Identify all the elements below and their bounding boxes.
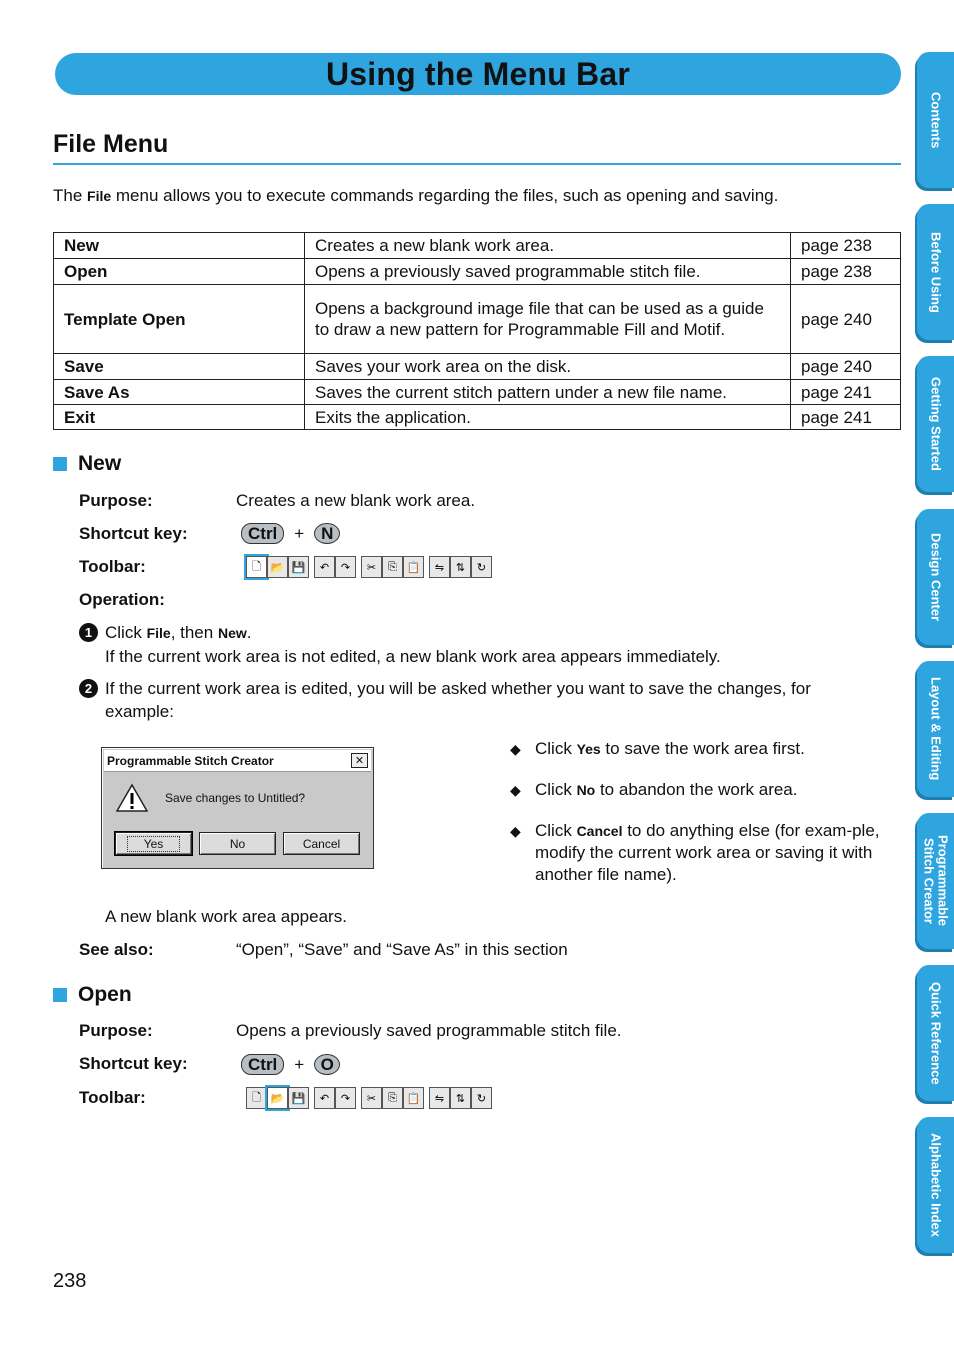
tab-design-center[interactable]: Design Center [917,509,954,645]
toolbar-label: Toolbar: [79,1088,146,1107]
description-cell: Opens a previously saved programmable stitch file. [305,259,791,285]
diamond-bullet-icon: ◆ [510,823,521,839]
redo-icon[interactable]: ↷ [335,1087,356,1109]
page-title: Using the Menu Bar [325,55,631,92]
copy-icon[interactable]: ⎘ [382,556,403,578]
cancel-button[interactable]: Cancel [283,832,360,855]
shortcut-keys: Ctrl + O [241,1054,340,1075]
flip-horizontal-icon[interactable]: ⇋ [429,556,450,578]
square-bullet-icon [53,457,67,471]
step-number: 2 [79,679,98,698]
flip-horizontal-icon[interactable]: ⇋ [429,1087,450,1109]
description-cell: Exits the application. [305,405,791,430]
subsection-open-title: Open [53,983,132,1007]
undo-icon[interactable]: ↶ [314,556,335,578]
redo-icon[interactable]: ↷ [335,556,356,578]
tab-layout-editing[interactable]: Layout & Editing [917,661,954,797]
purpose-label: Purpose: [79,1021,153,1040]
step-1-detail: If the current work area is not edited, a new blank work area appears immediately. [105,647,721,666]
see-also-label: See also: [79,940,154,959]
tab-alphabetic-index[interactable]: Alphabetic Index [917,1117,954,1253]
description-cell: Saves your work area on the disk. [305,354,791,380]
subsection-new-title: New [53,452,121,476]
description-cell: Opens a background image file that can be used as a guide to draw a new pattern for Programmable Fill and Motif. [305,285,791,354]
table-row [54,354,901,380]
command-cell: Exit [54,405,305,430]
table-row [54,259,901,285]
shortcut-label: Shortcut key: [79,524,188,543]
save-icon[interactable]: 💾 [288,556,309,578]
file-menu-table [53,232,901,430]
warning-icon [116,783,148,813]
table-row [54,233,901,259]
page-ref-cell: page 238 [791,233,901,259]
page-ref-cell: page 241 [791,380,901,405]
page-ref-cell: page 240 [791,354,901,380]
command-cell: Open [54,259,305,285]
save-changes-dialog [101,747,374,869]
toolbar-new [246,555,497,579]
ctrl-key: Ctrl [241,523,284,544]
section-title: File Menu [53,130,169,158]
purpose-label: Purpose: [79,491,153,510]
table-row [54,405,901,430]
step-2-text: If the current work area is edited, you will be asked whether you want to save the changes, for example: [105,679,811,721]
dialog-titlebar [104,750,371,772]
copy-icon[interactable]: ⎘ [382,1087,403,1109]
description-cell: Creates a new blank work area. [305,233,791,259]
dialog-title: Programmable Stitch Creator [107,753,274,768]
open-file-icon[interactable]: 📂 [267,1087,288,1109]
cut-icon[interactable]: ✂ [361,1087,382,1109]
diamond-bullet-icon: ◆ [510,741,521,757]
intro-text: The File menu allows you to execute commands regarding the files, such as opening and saving. [53,186,779,205]
close-icon[interactable]: ✕ [351,753,368,768]
command-cell: Template Open [54,285,305,354]
purpose-value: Opens a previously saved programmable stitch file. [236,1021,622,1040]
tab-before-using[interactable]: Before Using [917,204,954,340]
dialog-options-list [510,738,888,886]
dialog-message: Save changes to Untitled? [165,791,306,805]
toolbar-open [246,1086,497,1110]
result-text: A new blank work area appears. [105,907,347,926]
description-cell: Saves the current stitch pattern under a new file name. [305,380,791,405]
list-item: ◆ Click No to abandon the work area. [510,780,798,799]
shortcut-label: Shortcut key: [79,1054,188,1073]
shortcut-keys: Ctrl + N [241,523,340,544]
table-row [54,380,901,405]
list-item: ◆ Click Cancel to do anything else (for exam-ple, modify the current work area or saving it with another file name). [510,821,880,884]
undo-icon[interactable]: ↶ [314,1087,335,1109]
new-file-icon[interactable]: 🗋 [246,556,267,578]
new-file-icon[interactable]: 🗋 [246,1087,267,1109]
square-bullet-icon [53,988,67,1002]
open-file-icon[interactable]: 📂 [267,556,288,578]
command-cell: Save As [54,380,305,405]
tab-programmable-stitch-creator[interactable]: Programmable Stitch Creator [917,813,954,949]
toolbar-label: Toolbar: [79,557,146,576]
flip-vertical-icon[interactable]: ⇅ [450,1087,471,1109]
no-button[interactable]: No [199,832,276,855]
save-icon[interactable]: 💾 [288,1087,309,1109]
step-number: 1 [79,623,98,642]
purpose-value: Creates a new blank work area. [236,491,476,510]
tab-quick-reference[interactable]: Quick Reference [917,965,954,1101]
paste-icon[interactable]: 📋 [403,1087,424,1109]
diamond-bullet-icon: ◆ [510,782,521,798]
yes-button[interactable]: Yes [115,832,192,855]
page-ref-cell: page 241 [791,405,901,430]
cut-icon[interactable]: ✂ [361,556,382,578]
o-key: O [314,1054,340,1075]
page-ref-cell: page 240 [791,285,901,354]
command-cell: New [54,233,305,259]
page-ref-cell: page 238 [791,259,901,285]
see-also-value: “Open”, “Save” and “Save As” in this section [236,940,568,959]
flip-vertical-icon[interactable]: ⇅ [450,556,471,578]
tab-getting-started[interactable]: Getting Started [917,356,954,492]
section-divider [53,163,901,165]
ctrl-key: Ctrl [241,1054,284,1075]
tab-contents[interactable]: Contents [917,52,954,188]
n-key: N [314,523,340,544]
page-number: 238 [53,1270,87,1292]
command-cell: Save [54,354,305,380]
rotate-icon[interactable]: ↻ [471,1087,492,1109]
list-item: ◆ Click Yes to save the work area first. [510,739,805,758]
operation-label: Operation: [79,590,165,609]
paste-icon[interactable]: 📋 [403,556,424,578]
step-2 [79,677,879,723]
page-title-banner [55,53,901,95]
table-row [54,285,901,354]
step-1: 1 Click File, then New. If the current work area is not edited, a new blank work area appears immediately. [79,621,879,668]
rotate-icon[interactable]: ↻ [471,556,492,578]
